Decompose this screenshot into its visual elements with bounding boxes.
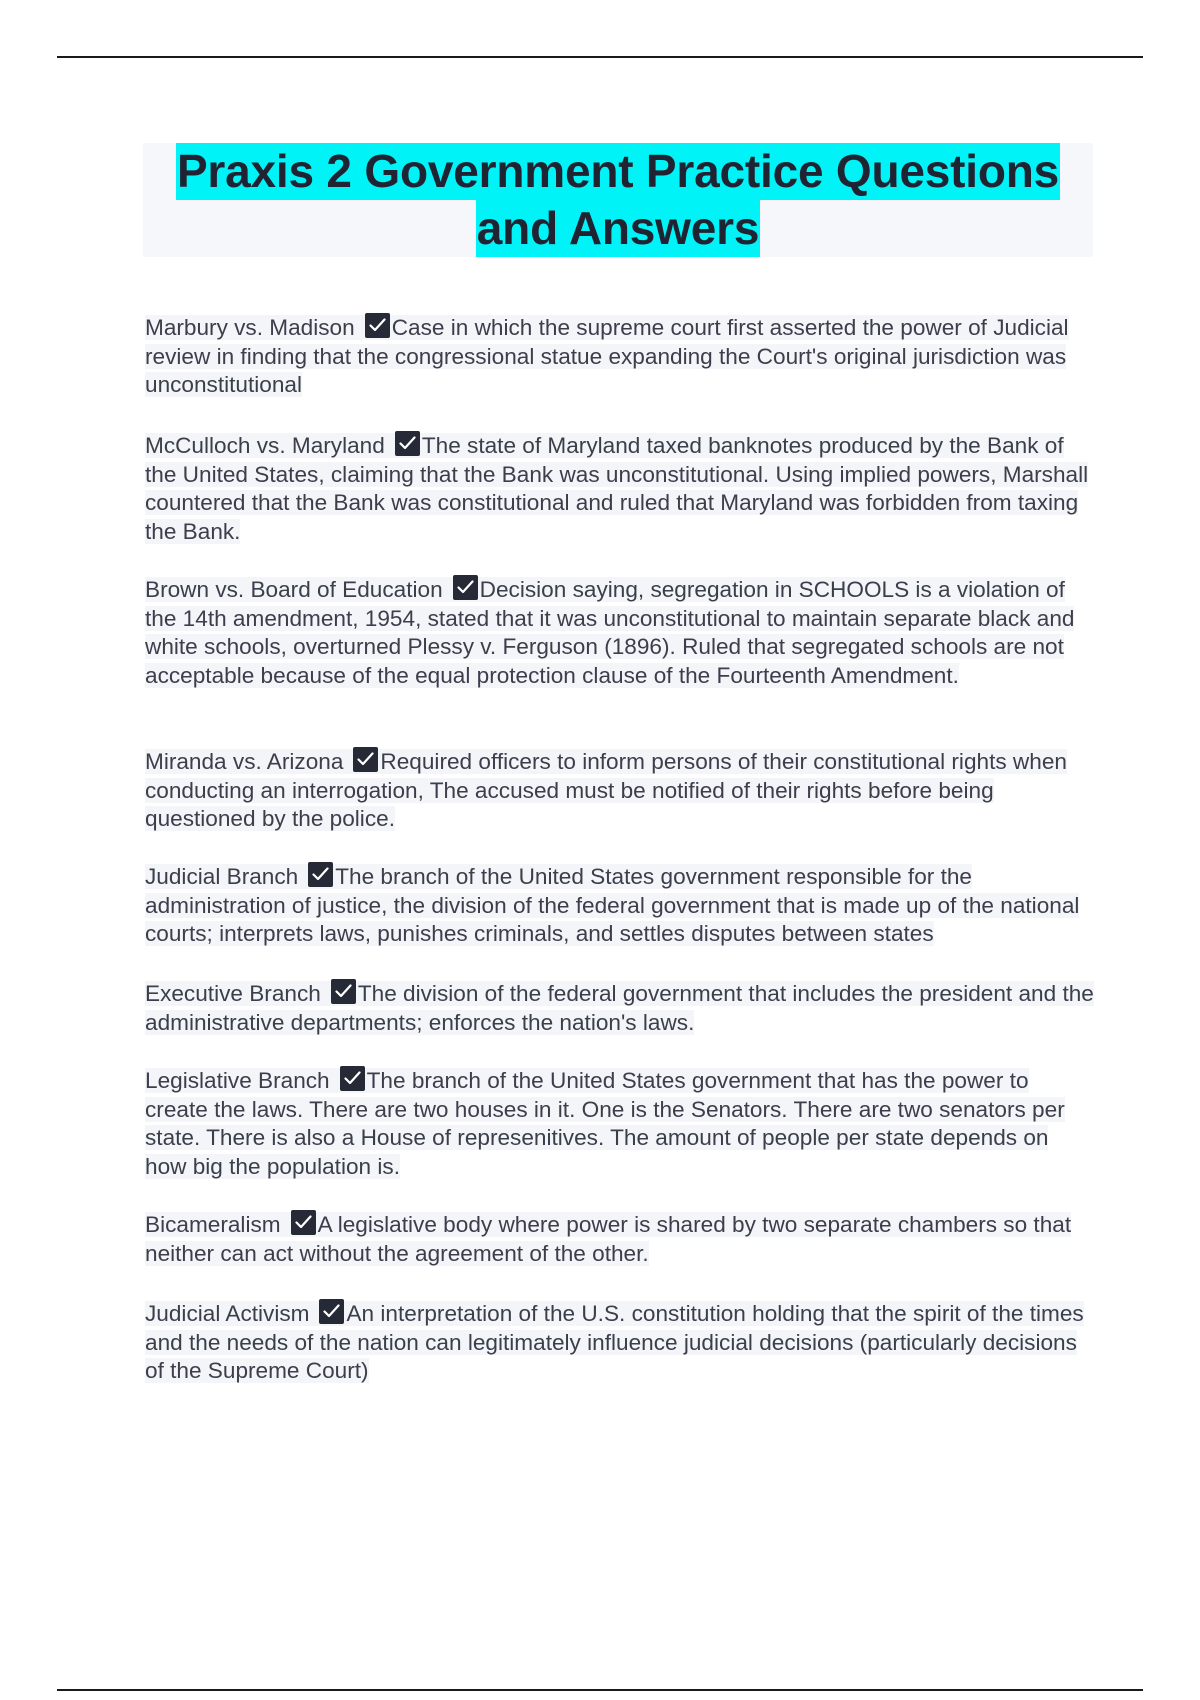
entry-term: Executive Branch xyxy=(145,981,321,1006)
entry-term: Legislative Branch xyxy=(145,1068,330,1093)
entry-definition: Case in which the supreme court first asserted the power of Judicial review in finding that the congressional statue expanding the Court's original jurisdiction was unconstitutional xyxy=(145,315,1069,397)
check-mark-icon xyxy=(319,1299,344,1324)
entry-term: Judicial Branch xyxy=(145,864,299,889)
entry-definition: The division of the federal government that includes the president and the administrative departments; enforces the nation's laws. xyxy=(145,981,1094,1035)
check-mark-icon xyxy=(340,1066,365,1091)
qa-entry-judicial-branch xyxy=(145,862,1095,949)
document-title xyxy=(143,143,1093,257)
entry-term: McCulloch vs. Maryland xyxy=(145,433,385,458)
check-mark-icon xyxy=(395,431,420,456)
qa-entry-brown xyxy=(145,575,1095,690)
qa-entry-legislative-branch xyxy=(145,1066,1095,1181)
check-mark-icon xyxy=(353,747,378,772)
entry-term: Marbury vs. Madison xyxy=(145,315,355,340)
qa-entry-bicameralism xyxy=(145,1210,1095,1268)
check-mark-icon xyxy=(291,1210,316,1235)
entry-definition: Decision saying, segregation in SCHOOLS is a violation of the 14th amendment, 1954, stated that it was unconstitutional to maintain separate black and white schools, overturned Plessy v. Ferguson (1896). Ruled that segregated schools are not acceptable because of the equal protection clause of the Fourteenth Amendment. xyxy=(145,577,1075,688)
qa-entry-judicial-activism xyxy=(145,1299,1095,1386)
entry-definition: A legislative body where power is shared by two separate chambers so that neither can act without the agreement of the other. xyxy=(145,1212,1072,1266)
qa-entry-miranda xyxy=(145,747,1095,834)
entry-term: Miranda vs. Arizona xyxy=(145,749,344,774)
entry-definition: The branch of the United States government responsible for the administration of justice, the division of the federal government that is made up of the national courts; interprets laws, punishes criminals, and settles disputes between states xyxy=(145,864,1080,946)
title-line-2: and Answers xyxy=(476,200,760,257)
entry-definition: The branch of the United States government that has the power to create the laws. There are two houses in it. One is the Senators. There are two senators per state. There is also a House of represenitives. The amount of people per state depends on how big the population is. xyxy=(145,1068,1065,1179)
entry-definition: The state of Maryland taxed banknotes produced by the Bank of the United States, claiming that the Bank was unconstitutional. Using implied powers, Marshall countered that the Bank was constitutional and ruled that Maryland was forbidden from taxing the Bank. xyxy=(145,433,1089,544)
check-mark-icon xyxy=(365,313,390,338)
check-mark-icon xyxy=(453,575,478,600)
entry-term: Bicameralism xyxy=(145,1212,281,1237)
header-rule xyxy=(57,56,1143,58)
check-mark-icon xyxy=(331,979,356,1004)
footer-rule xyxy=(57,1689,1143,1691)
entry-term: Judicial Activism xyxy=(145,1301,310,1326)
qa-entry-mcculloch xyxy=(145,431,1095,546)
entry-definition: Required officers to inform persons of their constitutional rights when conducting an interrogation, The accused must be notified of their rights before being questioned by the police. xyxy=(145,749,1067,831)
qa-entry-marbury xyxy=(145,313,1095,400)
entry-definition: An interpretation of the U.S. constitution holding that the spirit of the times and the needs of the nation can legitimately influence judicial decisions (particularly decisions of the Supreme Court) xyxy=(145,1301,1084,1383)
entry-term: Brown vs. Board of Education xyxy=(145,577,443,602)
title-line-1: Praxis 2 Government Practice Questions xyxy=(176,143,1060,200)
check-mark-icon xyxy=(308,862,333,887)
qa-entry-executive-branch xyxy=(145,979,1095,1037)
